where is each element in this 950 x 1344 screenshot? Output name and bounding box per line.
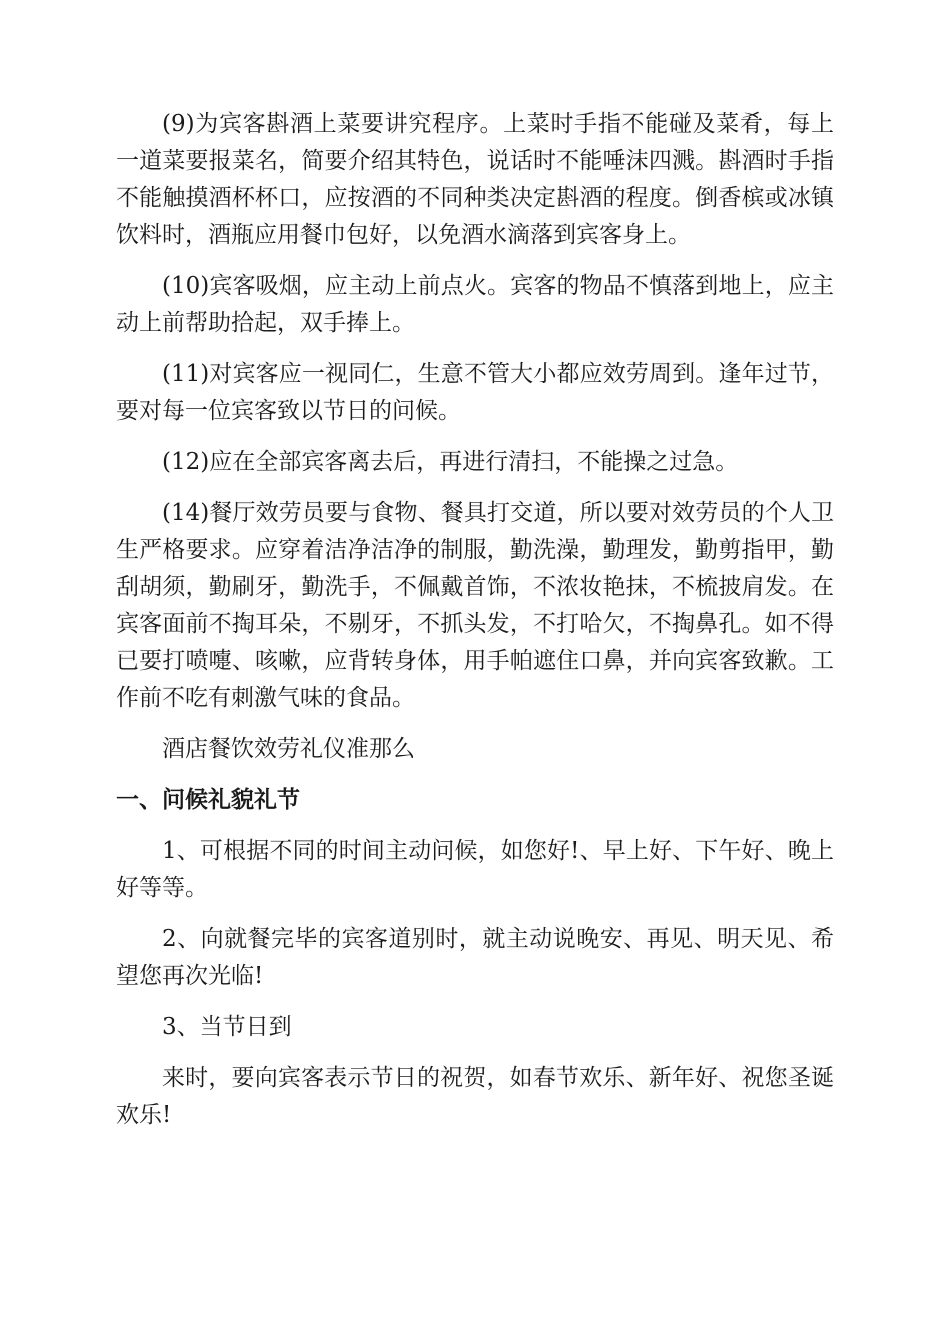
paragraph-item-14: (14)餐厅效劳员要与食物、餐具打交道，所以要对效劳员的个人卫生严格要求。应穿着洁净洁净的制服，勤洗澡，勤理发，勤剪指甲，勤刮胡须，勤刷牙，勤洗手，不佩戴首饰，不浓妆艳抹，不梳披肩发。在宾客面前不掏耳朵，不剔牙，不抓头发，不打哈欠，不掏鼻孔。如不得已要打喷嚏、咳嗽，应背转身体，用手帕遮住口鼻，并向宾客致歉。工作前不吃有刺激气味的食品。 [116,500,834,711]
greeting-item-3-continued: 来时，要向宾客表示节日的祝贺，如春节欢乐、新年好、祝您圣诞欢乐! [116,1065,834,1128]
paragraph-item-12: (12)应在全部宾客离去后，再进行清扫，不能操之过急。 [162,449,739,475]
greeting-item-3: 3、当节日到 [162,1014,292,1040]
greeting-item-1: 1、可根据不同的时间主动问候，如您好!、早上好、下午好、晚上好等等。 [116,838,834,901]
paragraph-item-9: (9)为宾客斟酒上菜要讲究程序。上菜时手指不能碰及菜肴，每上一道菜要报菜名，简要介绍其特色，说话时不能唾沫四溅。斟酒时手指不能触摸酒杯杯口，应按酒的不同种类决定斟酒的程度。倒香槟或冰镇饮料时，酒瓶应用餐巾包好，以免酒水滴落到宾客身上。 [116,111,834,248]
paragraph-item-11: (11)对宾客应一视同仁，生意不管大小都应效劳周到。逢年过节，要对每一位宾客致以节日的问候。 [116,361,834,424]
section-heading: 一、问候礼貌礼节 [116,787,300,813]
document-subtitle: 酒店餐饮效劳礼仪准那么 [162,736,415,762]
greeting-item-2: 2、向就餐完毕的宾客道别时，就主动说晚安、再见、明天见、希望您再次光临! [116,926,834,989]
document-page [116,106,834,1148]
paragraph-item-10: (10)宾客吸烟，应主动上前点火。宾客的物品不慎落到地上，应主动上前帮助拾起，双手捧上。 [116,273,834,336]
